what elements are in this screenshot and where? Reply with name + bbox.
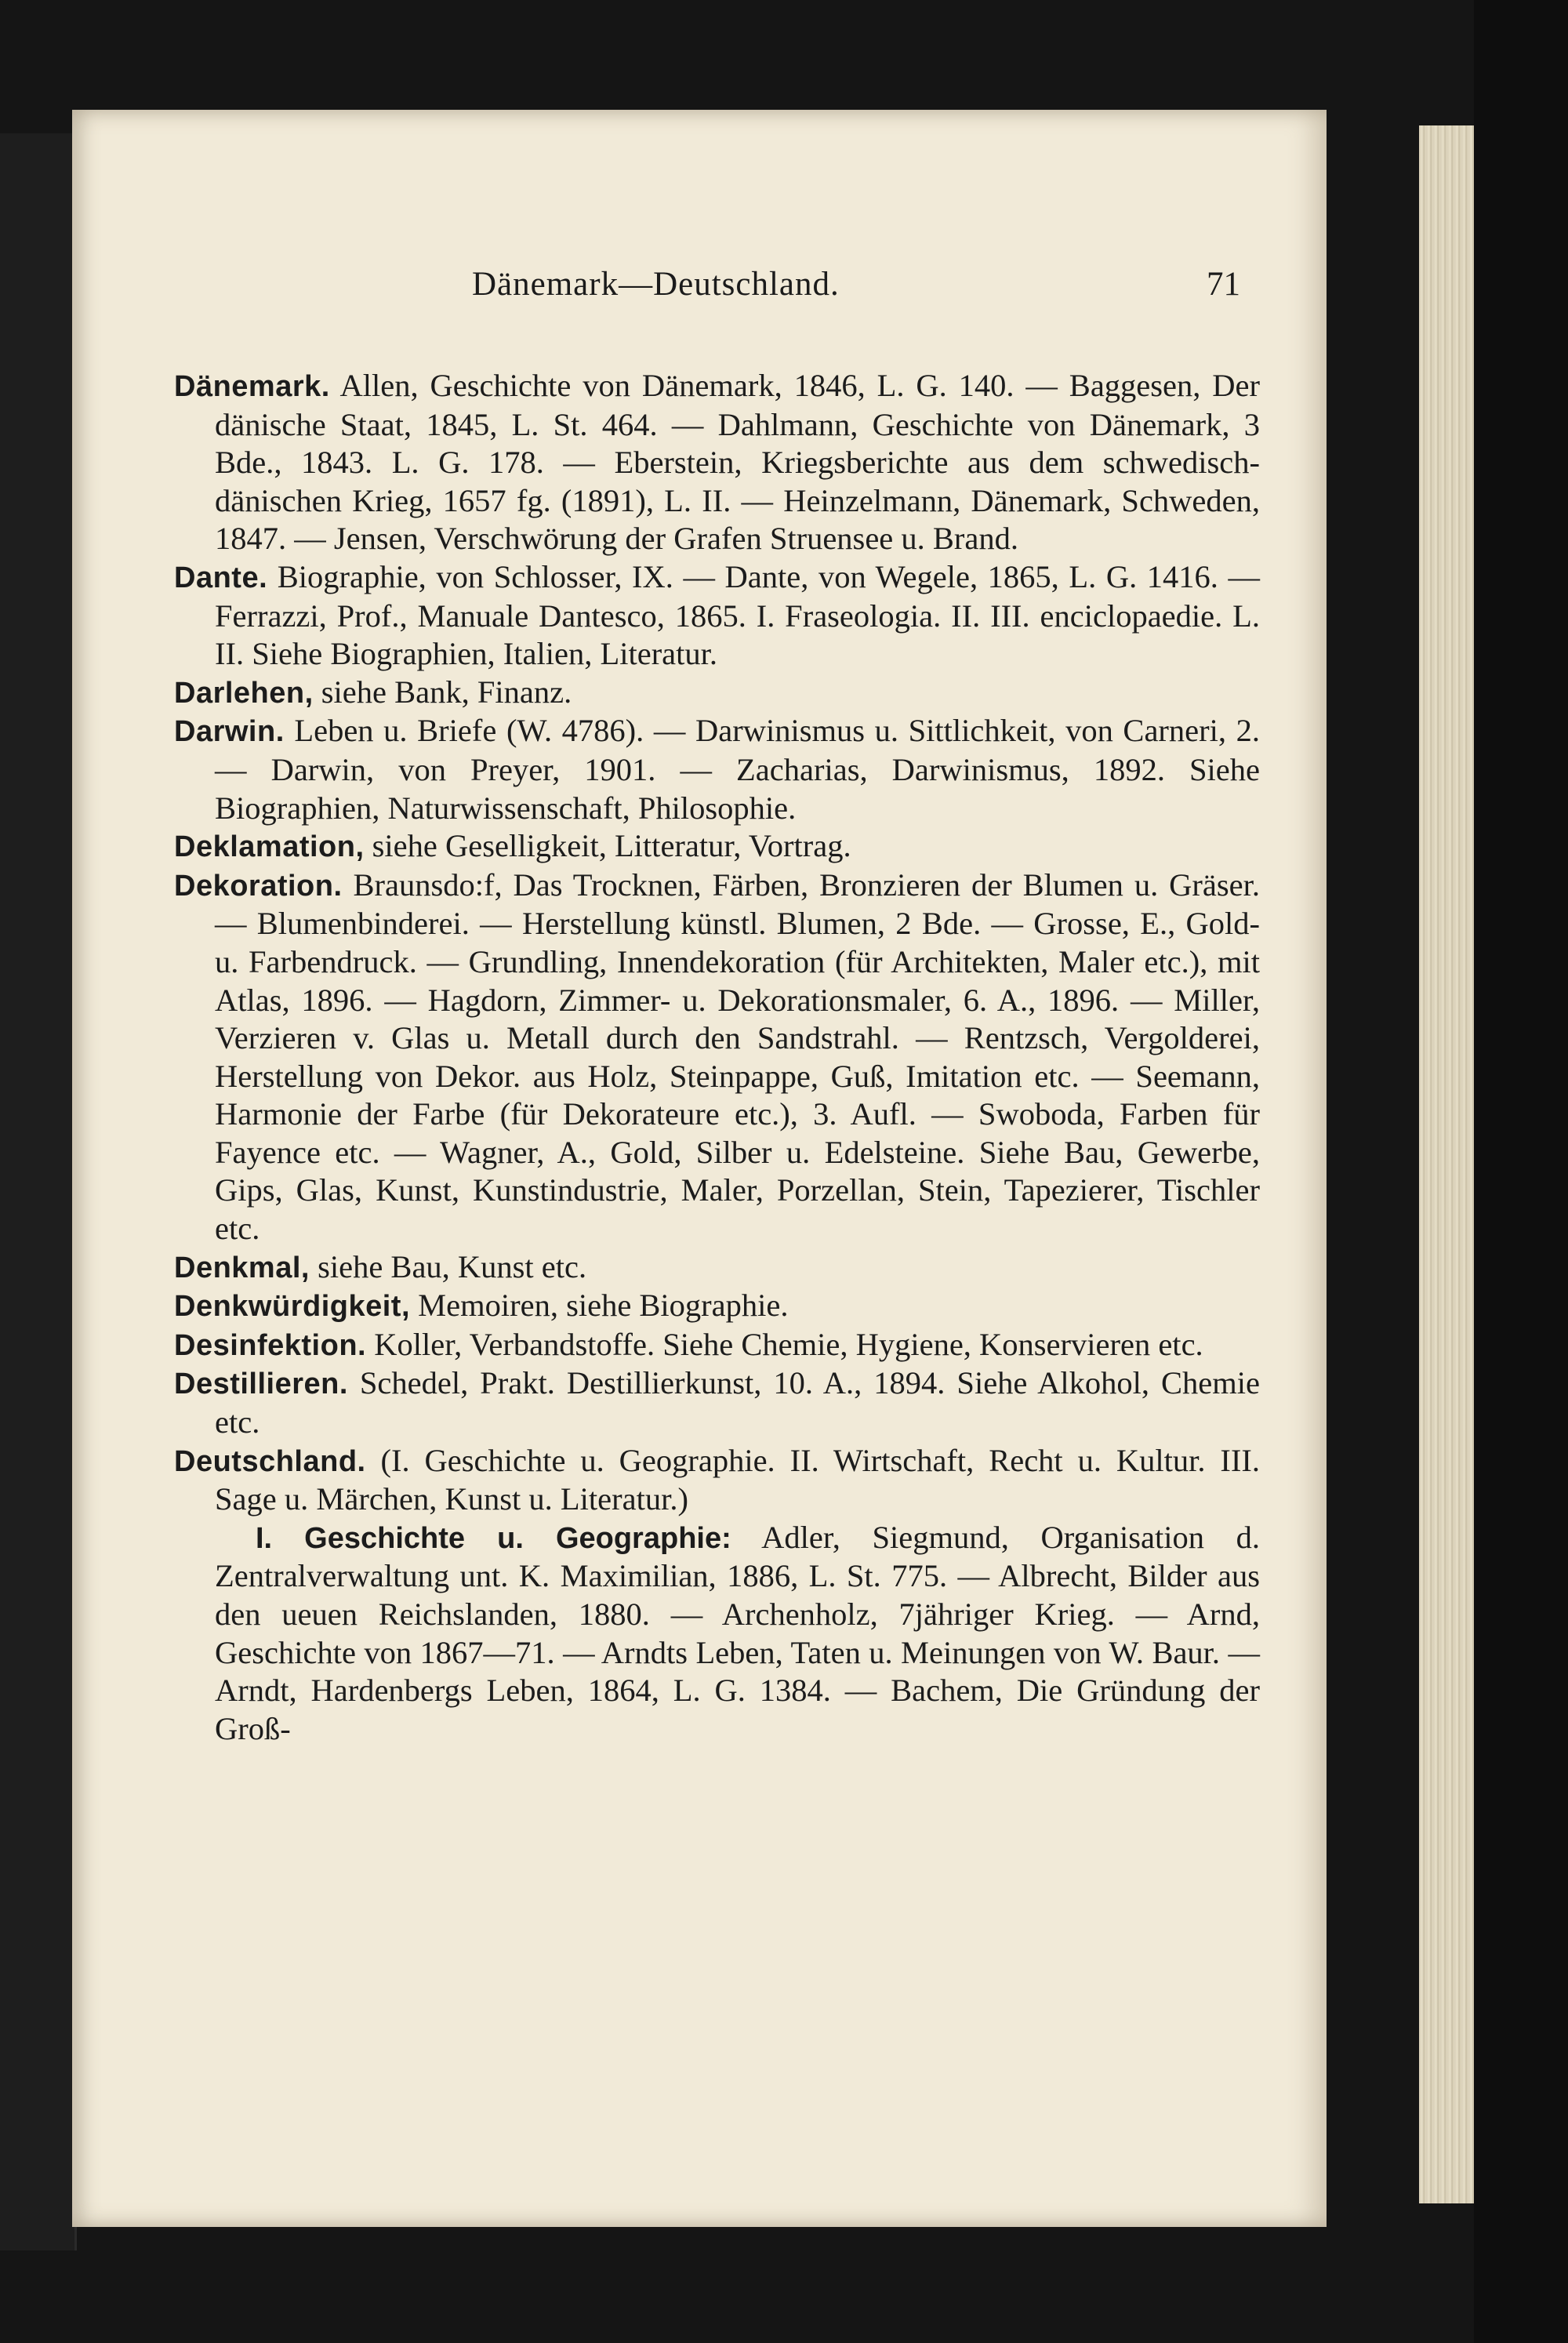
entry-body: (I. Geschichte u. Geographie. II. Wirtschaft, Recht u. Kultur. III. Sage u. Märchen, Kunst u. Literatur.) [215,1442,1260,1517]
index-entry [174,674,1260,713]
entry-body: Allen, Geschichte von Dänemark, 1846, L. G. 140. — Baggesen, Der dänische Staat, 1845, L. St. 464. — Dahlmann, Geschichte von Dänemark, 3 Bde., 1843. L. G. 178. — Eberstein, Kriegsberichte aus dem schwedisch-dänischen Krieg, 1657 fg. (1891), L. II. — Heinzelmann, Dänemark, Schweden, 1847. — Jensen, Verschwörung der Grafen Struensee u. Brand. [215,368,1260,557]
entry-head: Darwin. [174,715,285,749]
subsection-entry [174,1519,1260,1749]
entry-body: Biographie, von Schlosser, IX. — Dante, von Wegele, 1865, L. G. 1416. — Ferrazzi, Prof., Manuale Dantesco, 1865. I. Fraseologia. II. III. enciclopaedie. L. II. Siehe Biographien, Italien, Literatur. [215,558,1260,672]
entry-body: Schedel, Prakt. Destillierkunst, 10. A., 1894. Siehe Alkohol, Chemie etc. [215,1365,1260,1440]
page-edges [1419,125,1474,2203]
page-number: 71 [1207,266,1240,303]
entry-head: Destillieren. [174,1368,348,1401]
running-head [72,265,1327,312]
entry-head: Dänemark. [174,370,330,403]
entry-head: Denkmal, [174,1251,310,1284]
entry-head: Desinfektion. [174,1328,367,1362]
entry-head: Dante. [174,561,268,594]
index-entry [174,1364,1260,1441]
entry-body: Koller, Verbandstoffe. Siehe Chemie, Hygiene, Konservieren etc. [366,1326,1203,1362]
entry-body: Leben u. Briefe (W. 4786). — Darwinismus u. Sittlichkeit, von Carneri, 2. — Darwin, von Preyer, 1901. — Zacharias, Darwinismus, 1892. Siehe Biographien, Naturwissenschaft, Philosophie. [215,713,1260,826]
entry-body: siehe Bau, Kunst etc. [309,1248,587,1284]
entry-body: Braunsdo:f, Das Trocknen, Färben, Bronzieren der Blumen u. Gräser. — Blumenbinderei. — Herstellung künstl. Blumen, 2 Bde. — Grosse, E., Gold- u. Farbendruck. — Grundling, Innendekoration (für Architekten, Maler etc.), mit Atlas, 1896. — Hagdorn, Zimmer- u. Dekorationsmaler, 6. A., 1896. — Miller, Verzieren v. Glas u. Metall durch den Sandstrahl. — Rentzsch, Vergolderei, Herstellung von Dekor. aus Holz, Steinpappe, Guß, Imitation etc. — Seemann, Harmonie der Farbe (für Dekorateure etc.), 3. Aufl. — Swoboda, Farben für Fayence etc. — Wagner, A., Gold, Silber u. Edelsteine. Siehe Bau, Gewerbe, Gips, Glas, Kunst, Kunstindustrie, Maler, Porzellan, Stein, Tapezierer, Tischler etc. [215,866,1260,1247]
index-entry [174,866,1260,1248]
book-page [72,110,1327,2227]
entry-body: siehe Geselligkeit, Litteratur, Vortrag. [364,828,851,864]
index-entry [174,827,1260,866]
entry-head: Darlehen, [174,676,314,710]
running-title: Dänemark—Deutschland. [472,266,840,303]
index-entry [174,1442,1260,1519]
subsection-body: Adler, Siegmund, Organisation d. Zentralverwaltung unt. K. Maximilian, 1886, L. St. 775. — Albrecht, Bilder aus den ueuen Reichslanden, 1880. — Archenholz, 7jähriger Krieg. — Arnd, Geschichte von 1867—71. — Arndts Leben, Taten u. Meinungen von W. Baur. — Arndt, Hardenbergs Leben, 1864, L. G. 1384. — Bachem, Die Gründung der Groß- [215,1519,1260,1746]
index-text [174,367,1260,1748]
subsection-head: I. Geschichte u. Geographie: [256,1521,731,1555]
entry-body: Memoiren, siehe Biographie. [410,1288,789,1324]
entry-body: siehe Bank, Finanz. [313,674,572,710]
entry-head: Deutschland. [174,1444,366,1478]
book-cover-right [1474,0,1568,2343]
book-cover-left [0,133,77,2250]
entry-head: Dekoration. [174,869,343,903]
index-entry [174,1326,1260,1365]
index-entry [174,367,1260,558]
entry-head: Denkwürdigkeit, [174,1290,410,1324]
index-entry [174,1287,1260,1326]
index-entry [174,1248,1260,1288]
entry-head: Deklamation, [174,830,365,864]
index-entry [174,712,1260,827]
index-entry [174,558,1260,674]
